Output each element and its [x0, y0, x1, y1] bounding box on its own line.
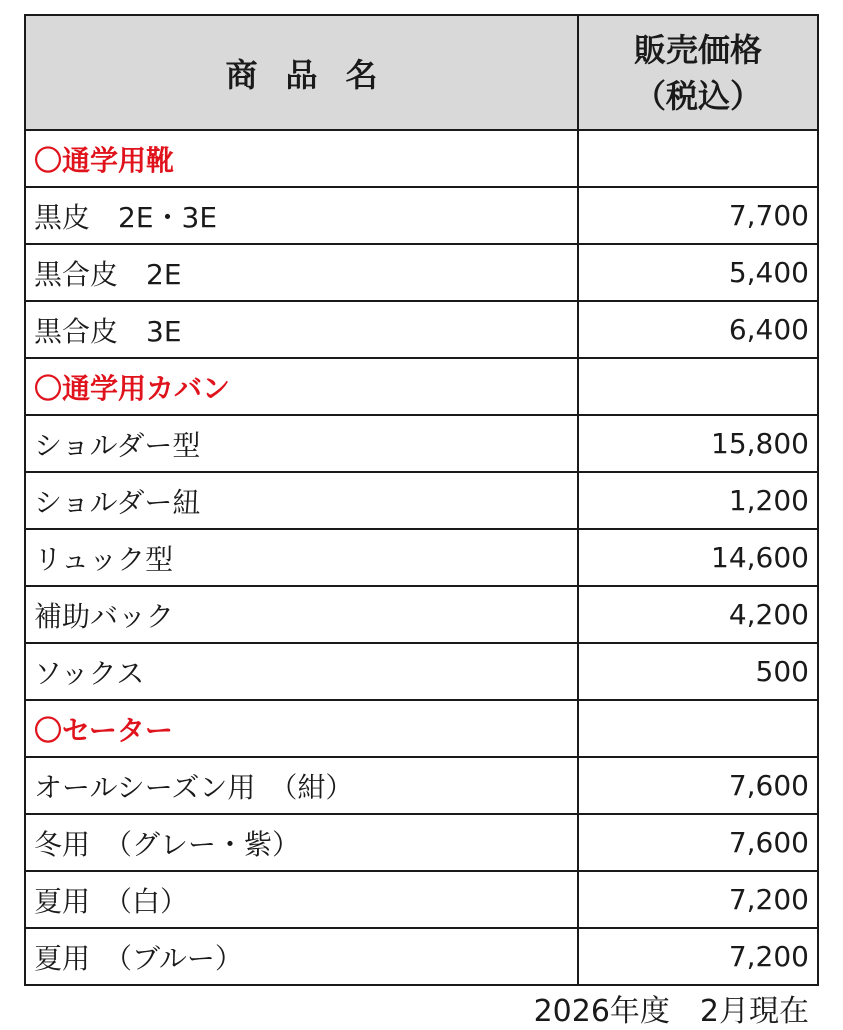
table-row [25, 301, 818, 358]
table-row [25, 643, 818, 700]
product-name-cell: ソックス [25, 643, 578, 700]
price-header [578, 15, 818, 130]
product-name-cell: ショルダー型 [25, 415, 578, 472]
table-row [25, 529, 818, 586]
price-cell: 7,600 [578, 757, 818, 814]
price-cell: 14,600 [578, 529, 818, 586]
table-row [25, 928, 818, 985]
product-name-cell: 黒合皮 2E [25, 244, 578, 301]
table-row [25, 187, 818, 244]
table-row [25, 871, 818, 928]
section-header-row [25, 358, 818, 415]
section-header-row [25, 130, 818, 187]
section-title: 〇セーター [25, 700, 578, 757]
price-cell [578, 700, 818, 757]
product-name-cell: リュック型 [25, 529, 578, 586]
product-name-cell: オールシーズン用 （紺） [25, 757, 578, 814]
product-name-header: 商品名 [25, 15, 578, 130]
price-header-line1: 販売価格 [633, 30, 762, 69]
price-header-line2: （税込） [633, 76, 762, 115]
price-cell [578, 130, 818, 187]
table-row [25, 244, 818, 301]
price-cell: 6,400 [578, 301, 818, 358]
table-row [25, 814, 818, 871]
table-header-row [25, 15, 818, 130]
product-name-cell: 冬用 （グレー・紫） [25, 814, 578, 871]
table-row [25, 415, 818, 472]
table-row [25, 757, 818, 814]
section-title: 〇通学用靴 [25, 130, 578, 187]
price-cell [578, 358, 818, 415]
price-cell: 500 [578, 643, 818, 700]
date-note: 2026年度 2月現在 [533, 994, 809, 1029]
price-cell: 5,400 [578, 244, 818, 301]
table-body [25, 130, 818, 985]
price-cell: 7,600 [578, 814, 818, 871]
price-cell: 7,700 [578, 187, 818, 244]
price-cell: 7,200 [578, 871, 818, 928]
price-cell: 15,800 [578, 415, 818, 472]
price-table [24, 14, 819, 986]
product-name-cell: 補助バック [25, 586, 578, 643]
section-header-row [25, 700, 818, 757]
section-title: 〇通学用カバン [25, 358, 578, 415]
product-name-cell: 黒皮 2E・3E [25, 187, 578, 244]
product-name-cell: 夏用 （白） [25, 871, 578, 928]
table-row [25, 472, 818, 529]
product-name-cell: 黒合皮 3E [25, 301, 578, 358]
price-cell: 7,200 [578, 928, 818, 985]
product-name-cell: ショルダー紐 [25, 472, 578, 529]
product-name-cell: 夏用 （ブルー） [25, 928, 578, 985]
table-row [25, 586, 818, 643]
price-cell: 1,200 [578, 472, 818, 529]
price-cell: 4,200 [578, 586, 818, 643]
